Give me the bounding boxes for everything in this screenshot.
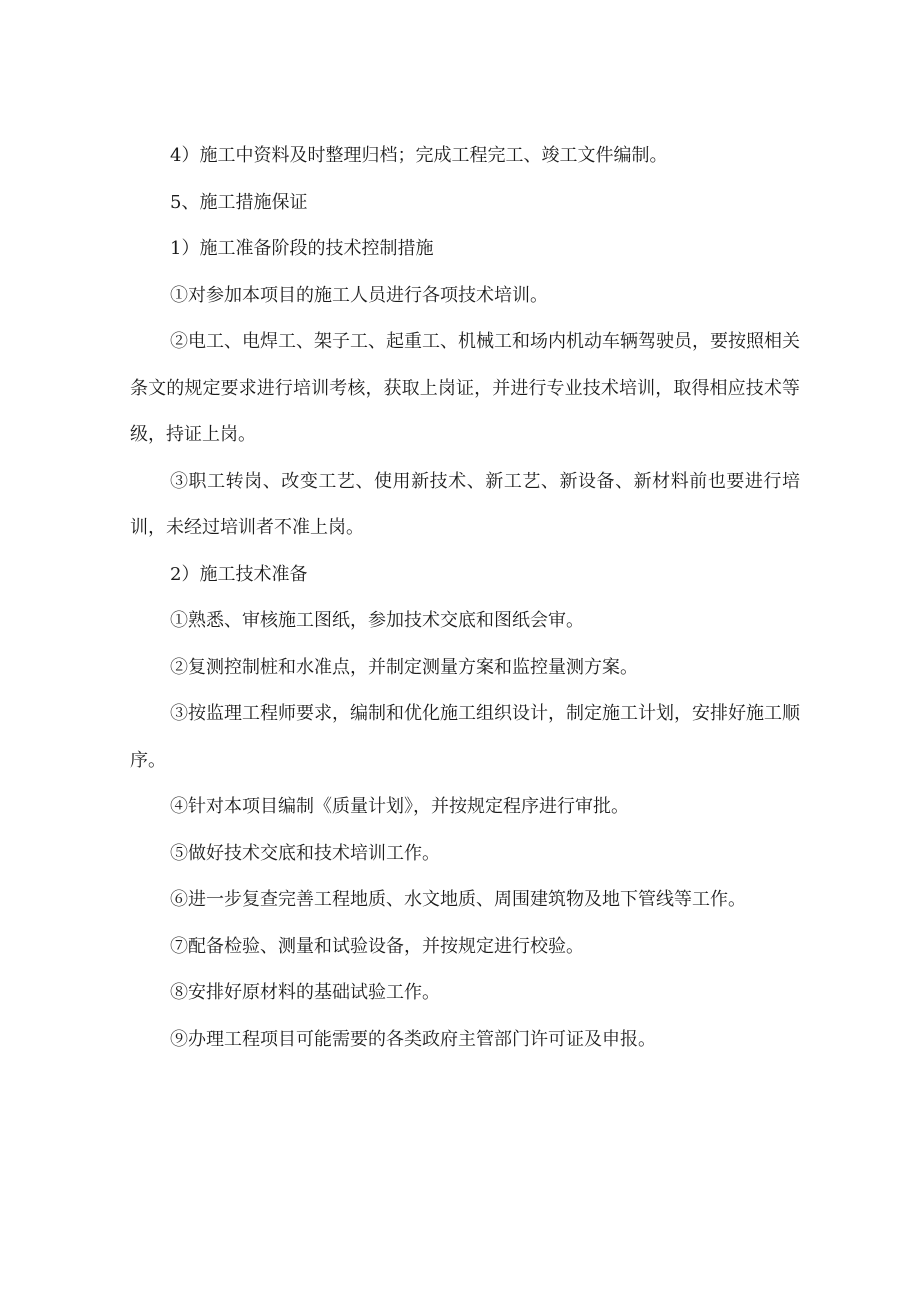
list-item-material-tests: ⑧安排好原材料的基础试验工作。 — [170, 982, 440, 1003]
list-item-special-workers: ②电工、电焊工、架子工、起重工、机械工和场内机动车辆驾驶员，要按照相关条文的规定要求进行培训考核，获取上岗证，并进行专业技术培训，取得相应技术等级，持证上岗。 — [130, 331, 800, 445]
list-item-survey-control: ②复测控制桩和水准点，并制定测量方案和监控量测方案。 — [170, 656, 638, 678]
list-item-review-drawings: ①熟悉、审核施工图纸，参加技术交底和图纸会审。 — [170, 610, 584, 631]
document-body — [130, 133, 800, 1063]
list-item-geology-review: ⑥进一步复查完善工程地质、水文地质、周围建筑物及地下管线等工作。 — [170, 889, 746, 910]
subheading-preparation-stage: 1）施工准备阶段的技术控制措施 — [170, 238, 434, 259]
list-item-technical-briefing: ⑤做好技术交底和技术培训工作。 — [170, 842, 440, 864]
list-item-construction-plan: ③按监理工程师要求，编制和优化施工组织设计，制定施工计划，安排好施工顺序。 — [130, 703, 800, 771]
list-item-quality-plan: ④针对本项目编制《质量计划》，并按规定程序进行审批。 — [170, 796, 629, 817]
list-item-job-transfer-training: ③职工转岗、改变工艺、使用新技术、新工艺、新设备、新材料前也要进行培训，未经过培训者不准上岗。 — [130, 470, 800, 538]
subheading-technical-preparation: 2）施工技术准备 — [170, 563, 308, 585]
heading-construction-measures: 5、施工措施保证 — [170, 191, 308, 213]
list-item-technical-training: ①对参加本项目的施工人员进行各项技术培训。 — [170, 284, 548, 306]
paragraph-archive-docs: 4）施工中资料及时整理归档；完成工程完工、竣工文件编制。 — [170, 145, 668, 166]
list-item-permits: ⑨办理工程项目可能需要的各类政府主管部门许可证及申报。 — [170, 1028, 656, 1050]
list-item-test-equipment: ⑦配备检验、测量和试验设备，并按规定进行校验。 — [170, 935, 584, 957]
